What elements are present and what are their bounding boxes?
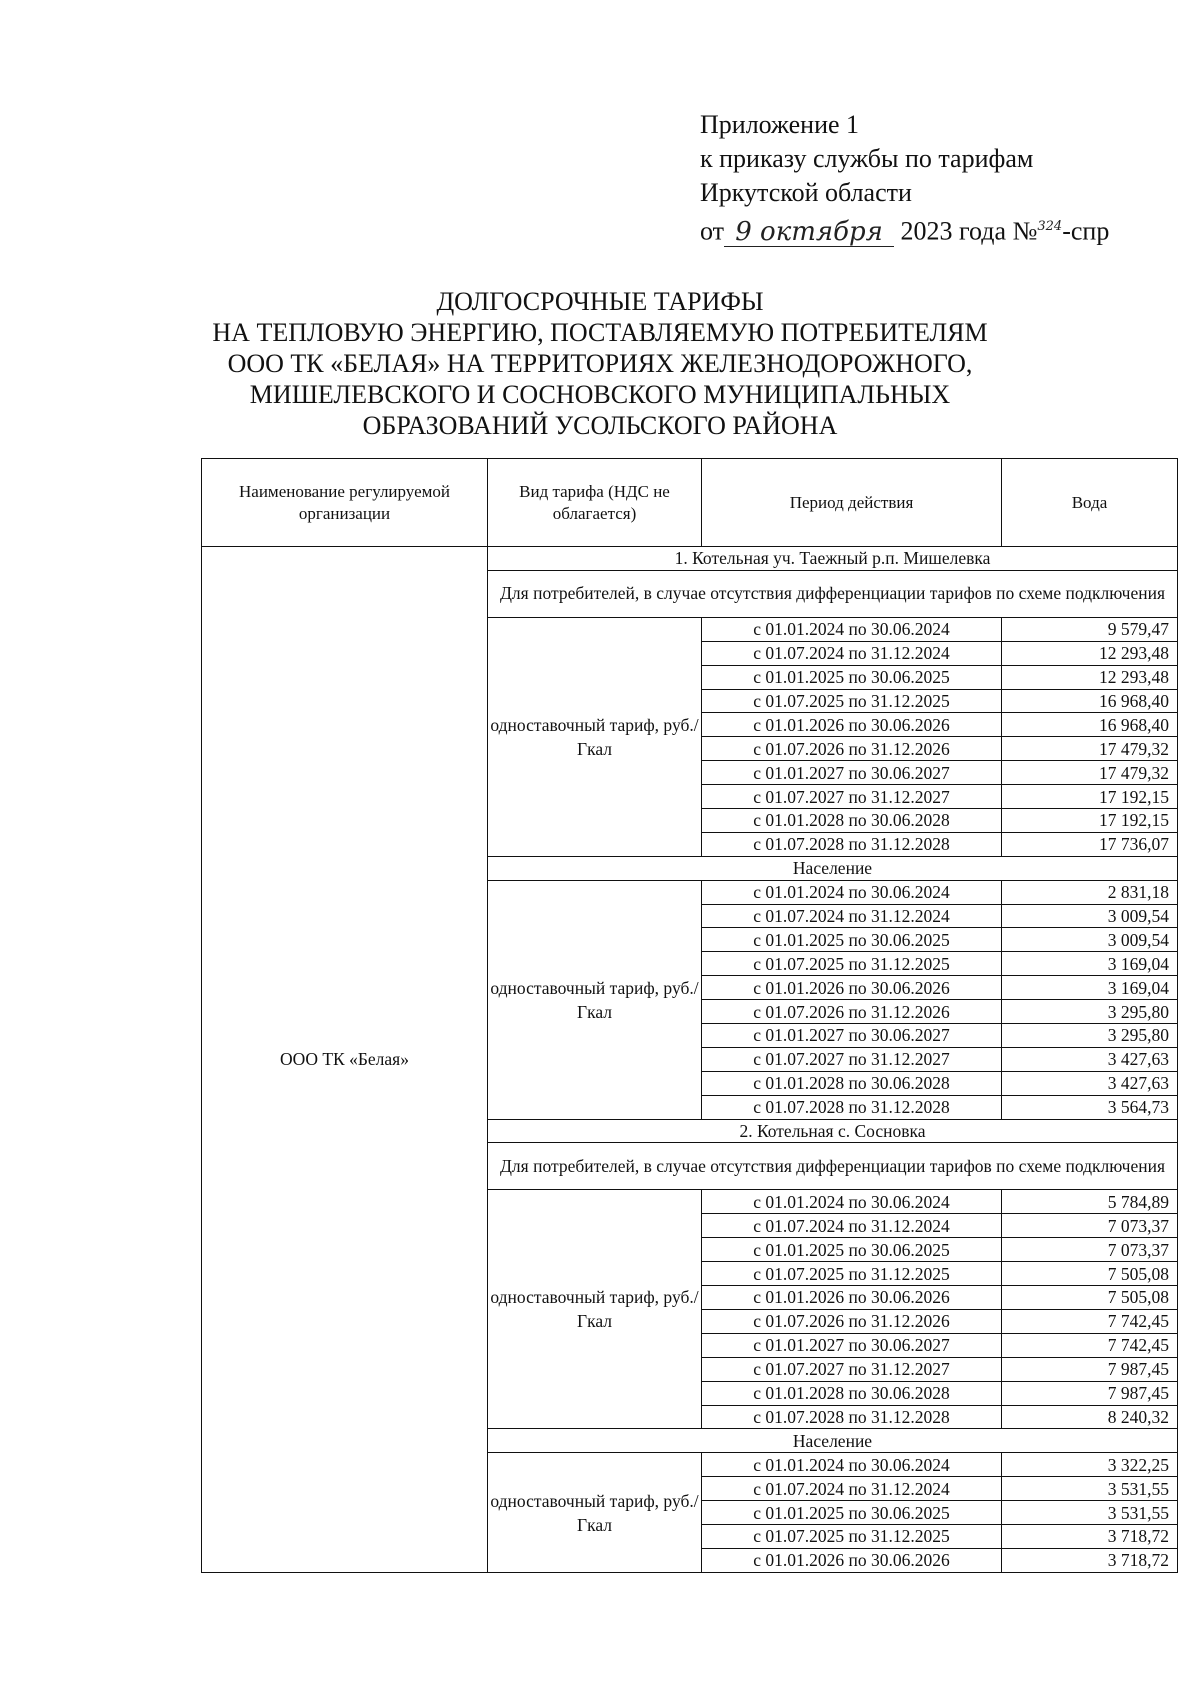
water-value-cell: 5 784,89: [1002, 1190, 1178, 1214]
period-cell: с 01.01.2026 по 30.06.2026: [702, 976, 1002, 1000]
appendix-block: [700, 108, 1109, 249]
period-cell: с 01.07.2025 по 31.12.2025: [702, 689, 1002, 713]
period-cell: с 01.07.2027 по 31.12.2027: [702, 1047, 1002, 1071]
water-value-cell: 17 192,15: [1002, 785, 1178, 809]
water-value-cell: 3 427,63: [1002, 1047, 1178, 1071]
number-suffix: -спр: [1062, 216, 1110, 246]
water-value-cell: 7 505,08: [1002, 1286, 1178, 1310]
appendix-order-ref: к приказу службы по тарифам: [700, 144, 1034, 173]
water-value-cell: 17 736,07: [1002, 832, 1178, 856]
appendix-date-line: [700, 210, 1109, 249]
title-line: ООО ТК «БЕЛАЯ» НА ТЕРРИТОРИЯХ ЖЕЛЕЗНОДОРОЖНОГО,: [227, 349, 973, 378]
title-line: ДОЛГОСРОЧНЫЕ ТАРИФЫ: [436, 287, 764, 316]
period-cell: с 01.01.2025 по 30.06.2025: [702, 1501, 1002, 1525]
boiler-1-heading: 1. Котельная уч. Таежный р.п. Мишелевка: [488, 547, 1178, 571]
period-cell: с 01.01.2028 по 30.06.2028: [702, 1071, 1002, 1095]
water-value-cell: 3 718,72: [1002, 1548, 1178, 1572]
group-population-heading: Население: [488, 1429, 1178, 1453]
period-cell: с 01.07.2027 по 31.12.2027: [702, 1357, 1002, 1381]
period-cell: с 01.01.2024 по 30.06.2024: [702, 617, 1002, 641]
period-cell: с 01.01.2025 по 30.06.2025: [702, 928, 1002, 952]
handwritten-date: 9 октября: [724, 218, 894, 247]
water-value-cell: 7 742,45: [1002, 1309, 1178, 1333]
water-value-cell: 7 073,37: [1002, 1238, 1178, 1262]
handwritten-number: 324: [1037, 219, 1063, 234]
tariff-kind-cell: одноставочный тариф, руб./Гкал: [488, 880, 702, 1119]
period-cell: с 01.01.2026 по 30.06.2026: [702, 1548, 1002, 1572]
period-cell: с 01.07.2024 по 31.12.2024: [702, 1477, 1002, 1501]
water-value-cell: 12 293,48: [1002, 665, 1178, 689]
group-general-heading: Для потребителей, в случае отсутствия дифференциации тарифов по схеме подключения: [488, 570, 1178, 617]
period-cell: с 01.01.2027 по 30.06.2027: [702, 1333, 1002, 1357]
period-cell: с 01.07.2025 по 31.12.2025: [702, 952, 1002, 976]
water-value-cell: 17 479,32: [1002, 737, 1178, 761]
title-line: ОБРАЗОВАНИЙ УСОЛЬСКОГО РАЙОНА: [362, 411, 838, 440]
organization-name-cell: ООО ТК «Белая»: [202, 547, 488, 1573]
document-title: [0, 286, 1200, 441]
period-cell: с 01.07.2025 по 31.12.2025: [702, 1262, 1002, 1286]
appendix-title: Приложение 1: [700, 110, 860, 139]
period-cell: с 01.01.2028 по 30.06.2028: [702, 1381, 1002, 1405]
period-cell: с 01.07.2024 по 31.12.2024: [702, 1214, 1002, 1238]
header-tariff-type: Вид тарифа (НДС не облагается): [488, 459, 702, 547]
header-org: Наименование регулируемой организации: [202, 459, 488, 547]
water-value-cell: 7 987,45: [1002, 1381, 1178, 1405]
period-cell: с 01.01.2025 по 30.06.2025: [702, 1238, 1002, 1262]
tariff-table: [201, 458, 1178, 1573]
date-prefix: от: [700, 216, 725, 246]
water-value-cell: 9 579,47: [1002, 617, 1178, 641]
water-value-cell: 7 987,45: [1002, 1357, 1178, 1381]
boiler-2-heading: 2. Котельная с. Сосновка: [488, 1119, 1178, 1143]
water-value-cell: 3 295,80: [1002, 1000, 1178, 1024]
period-cell: с 01.01.2025 по 30.06.2025: [702, 665, 1002, 689]
tariff-kind-cell: одноставочный тариф, руб./Гкал: [488, 617, 702, 856]
period-cell: с 01.01.2026 по 30.06.2026: [702, 713, 1002, 737]
period-cell: с 01.01.2027 по 30.06.2027: [702, 761, 1002, 785]
period-cell: с 01.07.2026 по 31.12.2026: [702, 737, 1002, 761]
water-value-cell: 3 169,04: [1002, 976, 1178, 1000]
water-value-cell: 2 831,18: [1002, 880, 1178, 904]
water-value-cell: 3 531,55: [1002, 1501, 1178, 1525]
tariff-kind-cell: одноставочный тариф, руб./Гкал: [488, 1453, 702, 1572]
water-value-cell: 7 742,45: [1002, 1333, 1178, 1357]
water-value-cell: 17 192,15: [1002, 809, 1178, 833]
water-value-cell: 12 293,48: [1002, 641, 1178, 665]
period-cell: с 01.07.2028 по 31.12.2028: [702, 832, 1002, 856]
period-cell: с 01.07.2026 по 31.12.2026: [702, 1309, 1002, 1333]
period-cell: с 01.01.2024 по 30.06.2024: [702, 1190, 1002, 1214]
period-cell: с 01.07.2028 по 31.12.2028: [702, 1095, 1002, 1119]
boiler-1-heading-row: [202, 547, 1178, 571]
water-value-cell: 3 564,73: [1002, 1095, 1178, 1119]
water-value-cell: 8 240,32: [1002, 1405, 1178, 1429]
water-value-cell: 3 009,54: [1002, 928, 1178, 952]
period-cell: с 01.07.2025 по 31.12.2025: [702, 1524, 1002, 1548]
year-text: 2023 года №: [900, 216, 1038, 246]
tariff-kind-cell: одноставочный тариф, руб./Гкал: [488, 1190, 702, 1429]
water-value-cell: 3 427,63: [1002, 1071, 1178, 1095]
period-cell: с 01.07.2026 по 31.12.2026: [702, 1000, 1002, 1024]
water-value-cell: 3 295,80: [1002, 1024, 1178, 1048]
water-value-cell: 3 322,25: [1002, 1453, 1178, 1477]
period-cell: с 01.07.2024 по 31.12.2024: [702, 641, 1002, 665]
title-line: НА ТЕПЛОВУЮ ЭНЕРГИЮ, ПОСТАВЛЯЕМУЮ ПОТРЕБИТЕЛЯМ: [212, 318, 988, 347]
period-cell: с 01.01.2028 по 30.06.2028: [702, 809, 1002, 833]
water-value-cell: 16 968,40: [1002, 689, 1178, 713]
period-cell: с 01.07.2027 по 31.12.2027: [702, 785, 1002, 809]
water-value-cell: 3 718,72: [1002, 1524, 1178, 1548]
appendix-region: Иркутской области: [700, 178, 912, 207]
title-line: МИШЕЛЕВСКОГО И СОСНОВСКОГО МУНИЦИПАЛЬНЫХ: [249, 380, 951, 409]
header-water: Вода: [1002, 459, 1178, 547]
group-general-heading: Для потребителей, в случае отсутствия дифференциации тарифов по схеме подключения: [488, 1143, 1178, 1190]
period-cell: с 01.01.2027 по 30.06.2027: [702, 1024, 1002, 1048]
water-value-cell: 7 505,08: [1002, 1262, 1178, 1286]
water-value-cell: 16 968,40: [1002, 713, 1178, 737]
period-cell: с 01.07.2024 по 31.12.2024: [702, 904, 1002, 928]
water-value-cell: 3 531,55: [1002, 1477, 1178, 1501]
period-cell: с 01.01.2024 по 30.06.2024: [702, 880, 1002, 904]
period-cell: с 01.07.2028 по 31.12.2028: [702, 1405, 1002, 1429]
period-cell: с 01.01.2026 по 30.06.2026: [702, 1286, 1002, 1310]
water-value-cell: 7 073,37: [1002, 1214, 1178, 1238]
water-value-cell: 17 479,32: [1002, 761, 1178, 785]
group-population-heading: Население: [488, 856, 1178, 880]
period-cell: с 01.01.2024 по 30.06.2024: [702, 1453, 1002, 1477]
water-value-cell: 3 009,54: [1002, 904, 1178, 928]
water-value-cell: 3 169,04: [1002, 952, 1178, 976]
header-period: Период действия: [702, 459, 1002, 547]
